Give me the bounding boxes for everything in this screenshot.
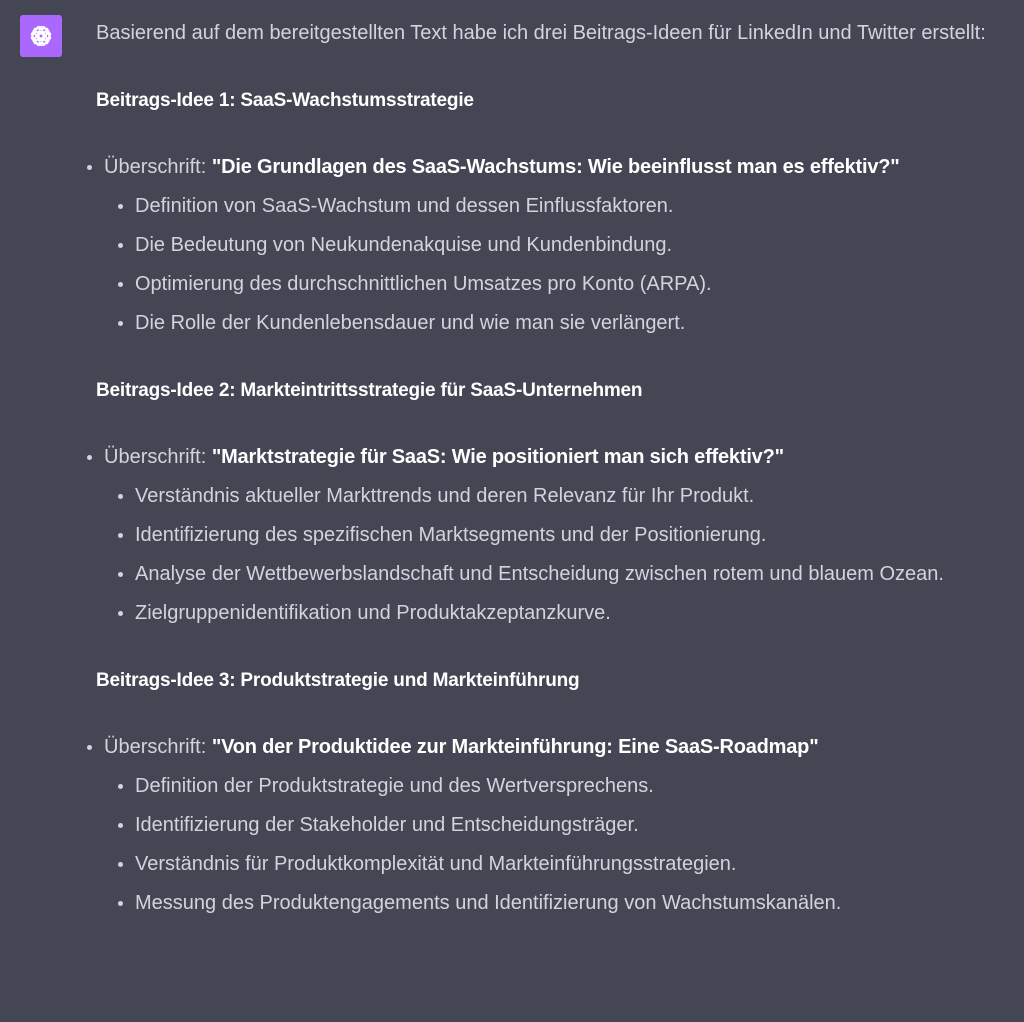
- list-item: Die Rolle der Kundenlebensdauer und wie man sie verlängert.: [135, 304, 996, 343]
- idea-title: Beitrags-Idee 3: Produktstrategie und Markteinführung: [96, 670, 580, 691]
- heading-quote: "Die Grundlagen des SaaS-Wachstums: Wie beeinflusst man es effektiv?": [211, 156, 900, 178]
- idea-list: [96, 148, 996, 343]
- list-item: Zielgruppenidentifikation und Produktakzeptanzkurve.: [135, 594, 996, 633]
- idea-list: [96, 438, 996, 633]
- heading-quote: "Von der Produktidee zur Markteinführung: Eine SaaS-Roadmap": [211, 736, 819, 758]
- list-item: Definition der Produktstrategie und des Wertversprechens.: [135, 767, 996, 806]
- heading-prefix: Überschrift:: [104, 156, 212, 178]
- list-item: Messung des Produktengagements und Identifizierung von Wachstumskanälen.: [135, 884, 996, 923]
- list-item: Analyse der Wettbewerbslandschaft und Entscheidung zwischen rotem und blauem Ozean.: [135, 555, 996, 594]
- list-item: Identifizierung des spezifischen Marktsegments und der Positionierung.: [135, 516, 996, 555]
- list-item: Identifizierung der Stakeholder und Entscheidungsträger.: [135, 806, 996, 845]
- point-list: [104, 477, 996, 633]
- assistant-avatar: [20, 15, 62, 57]
- openai-logo-icon: [26, 21, 56, 51]
- heading-prefix: Überschrift:: [104, 736, 212, 758]
- list-item: [96, 438, 996, 633]
- idea-title: Beitrags-Idee 1: SaaS-Wachstumsstrategie: [96, 90, 474, 111]
- idea-heading: [104, 736, 819, 758]
- point-list: [104, 187, 996, 343]
- message-intro: Basierend auf dem bereitgestellten Text habe ich drei Beitrags-Ideen für LinkedIn und Twitter erstellt:: [96, 22, 986, 44]
- heading-quote: "Marktstrategie für SaaS: Wie positioniert man sich effektiv?": [211, 446, 784, 468]
- list-item: Verständnis für Produktkomplexität und Markteinführungsstrategien.: [135, 845, 996, 884]
- heading-prefix: Überschrift:: [104, 446, 212, 468]
- list-item: Optimierung des durchschnittlichen Umsatzes pro Konto (ARPA).: [135, 265, 996, 304]
- list-item: [96, 728, 996, 923]
- idea-heading: [104, 446, 784, 468]
- list-item: Definition von SaaS-Wachstum und dessen Einflussfaktoren.: [135, 187, 996, 226]
- idea-heading: [104, 156, 900, 178]
- list-item: Verständnis aktueller Markttrends und deren Relevanz für Ihr Produkt.: [135, 477, 996, 516]
- assistant-message: [96, 14, 996, 951]
- list-item: [96, 148, 996, 343]
- point-list: [104, 767, 996, 923]
- idea-list: [96, 728, 996, 923]
- list-item: Die Bedeutung von Neukundenakquise und Kundenbindung.: [135, 226, 996, 265]
- idea-title: Beitrags-Idee 2: Markteintrittsstrategie für SaaS-Unternehmen: [96, 380, 643, 401]
